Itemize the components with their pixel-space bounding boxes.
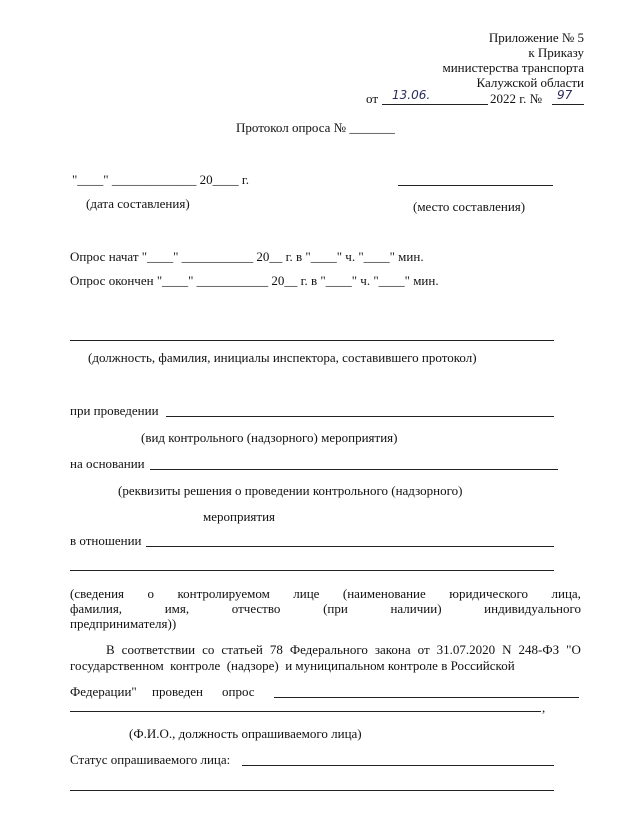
law-line-2: государственном контроле (надзоре) и муниципальном контроле в Российской: [70, 658, 515, 673]
status-line-2: [70, 790, 554, 791]
order-number-line: [552, 104, 584, 105]
order-number-handwritten: 97: [557, 88, 573, 102]
order-label: к Приказу: [528, 45, 584, 60]
regarding-line-2: [70, 570, 554, 571]
ministry-label: министерства транспорта: [442, 60, 584, 75]
basis-caption-1: (реквизиты решения о проведении контрольного (надзорного): [118, 483, 463, 498]
regarding-line-1: [146, 546, 554, 547]
inspector-caption: (должность, фамилия, инициалы инспектора, составившего протокол): [88, 350, 477, 365]
date-caption: (дата составления): [86, 196, 190, 211]
law-line-1: В соответствии со статьей 78 Федерального закона от 31.07.2020 N 248-ФЗ "О: [106, 642, 581, 657]
inspector-line: [70, 340, 554, 341]
survey-line-1: [274, 697, 579, 698]
regarding-label: в отношении: [70, 533, 142, 548]
survey-comma: ,: [542, 700, 546, 715]
survey-line-2: [70, 711, 541, 712]
conducted-label: проведен: [152, 684, 203, 699]
date-fields: "____" _____________ 20____ г.: [72, 172, 249, 187]
status-label: Статус опрашиваемого лица:: [70, 752, 231, 767]
survey-start: Опрос начат "____" ___________ 20__ г. в "____" ч. "____" мин.: [70, 249, 424, 264]
place-line: [398, 185, 553, 186]
place-caption: (место составления): [413, 199, 526, 214]
region-label: Калужской области: [476, 75, 584, 90]
federation-label: Федерации": [70, 684, 137, 699]
order-year-number: 2022 г. №: [490, 91, 543, 106]
document-title: Протокол опроса № _______: [236, 120, 395, 135]
basis-label: на основании: [70, 456, 145, 471]
basis-line: [150, 469, 558, 470]
date-prefix: от: [366, 91, 379, 106]
during-caption: (вид контрольного (надзорного) мероприятия): [141, 430, 398, 445]
during-line: [166, 416, 554, 417]
appendix-number: Приложение № 5: [488, 30, 584, 45]
order-date-line: [382, 104, 488, 105]
regarding-caption-line-2: фамилия, имя, отчество (при наличии) индивидуального: [70, 601, 581, 616]
regarding-caption-line-3: предпринимателя)): [70, 616, 177, 631]
during-label: при проведении: [70, 403, 159, 418]
survey-label: опрос: [222, 684, 255, 699]
order-date-handwritten: 13.06.: [392, 88, 431, 102]
regarding-caption-line-1: (сведения о контролируемом лице (наименование юридического лица,: [70, 586, 581, 601]
respondent-caption: (Ф.И.О., должность опрашиваемого лица): [129, 726, 362, 741]
status-line: [242, 765, 554, 766]
basis-caption-2: мероприятия: [203, 509, 276, 524]
survey-end: Опрос окончен "____" ___________ 20__ г. в "____" ч. "____" мин.: [70, 273, 439, 288]
